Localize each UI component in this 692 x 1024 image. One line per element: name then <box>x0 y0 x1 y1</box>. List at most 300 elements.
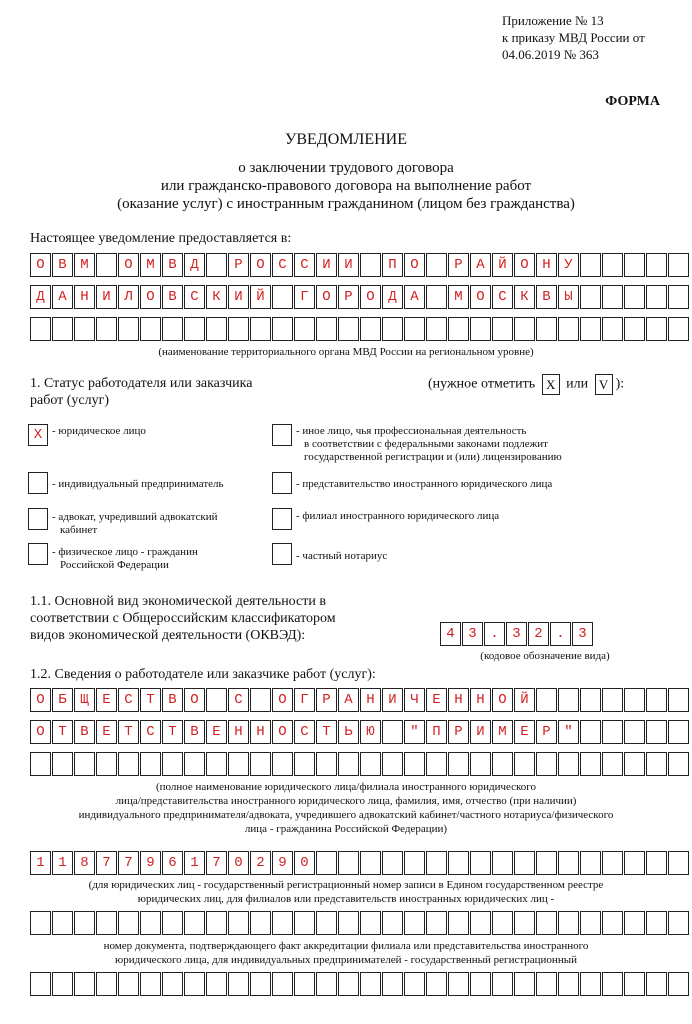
char-cell: . <box>550 622 571 646</box>
char-cell: Е <box>426 688 447 712</box>
char-cell: Р <box>448 720 469 744</box>
char-cell <box>382 317 403 341</box>
char-cell: . <box>484 622 505 646</box>
char-cell <box>360 253 381 277</box>
char-cell <box>668 752 689 776</box>
char-cell <box>30 317 51 341</box>
char-cell <box>624 285 645 309</box>
okved-code-field[interactable] <box>440 622 594 646</box>
char-cell <box>426 253 447 277</box>
char-cell <box>514 317 535 341</box>
char-cell <box>624 911 645 935</box>
char-cell: 9 <box>140 851 161 875</box>
char-cell: С <box>228 688 249 712</box>
char-cell <box>250 688 271 712</box>
char-cell: А <box>470 253 491 277</box>
employer-caption-line-1: (полное наименование юридического лица/филиала иностранного юридического <box>155 781 537 793</box>
char-cell <box>602 851 623 875</box>
option-citizen-label <box>52 546 198 572</box>
option-other-person-label <box>296 425 562 464</box>
char-cell <box>580 972 601 996</box>
char-cell <box>492 911 513 935</box>
char-cell: 1 <box>184 851 205 875</box>
char-cell <box>162 911 183 935</box>
hint-prefix: (нужное отметить <box>428 376 536 392</box>
char-cell <box>316 911 337 935</box>
option-other-person-line-1: - иное лицо, чья профессиональная деятельность <box>296 425 527 437</box>
char-cell: И <box>316 253 337 277</box>
char-cell: О <box>514 253 535 277</box>
char-cell <box>514 911 535 935</box>
char-cell: Е <box>96 688 117 712</box>
char-cell <box>558 911 579 935</box>
char-cell: О <box>492 688 513 712</box>
char-cell: И <box>228 285 249 309</box>
char-cell <box>602 972 623 996</box>
char-cell <box>580 911 601 935</box>
option-lawyer-checkbox[interactable] <box>28 508 48 530</box>
char-cell: В <box>162 688 183 712</box>
char-cell <box>74 911 95 935</box>
char-cell <box>294 972 315 996</box>
recipient-caption: (наименование территориального органа МВД России на региональном уровне) <box>158 346 534 358</box>
hint-or: или <box>566 376 589 392</box>
registration-number-field[interactable] <box>30 851 690 875</box>
char-cell <box>492 752 513 776</box>
char-cell <box>52 752 73 776</box>
appendix-line-2: к приказу МВД России от <box>502 30 645 45</box>
subtitle-line-3: (оказание услуг) с иностранным гражданином (лицом без гражданства) <box>117 196 575 212</box>
char-cell <box>360 317 381 341</box>
char-cell <box>602 317 623 341</box>
char-cell: 6 <box>162 851 183 875</box>
char-cell: Й <box>250 285 271 309</box>
char-cell <box>470 752 491 776</box>
char-cell <box>118 972 139 996</box>
char-cell: И <box>382 688 403 712</box>
char-cell: Т <box>52 720 73 744</box>
char-cell <box>404 851 425 875</box>
char-cell: " <box>558 720 579 744</box>
option-representative-office-label: - представительство иностранного юридического лица <box>296 478 553 490</box>
char-cell: 9 <box>272 851 293 875</box>
char-cell <box>184 752 205 776</box>
char-cell <box>118 752 139 776</box>
char-cell: В <box>162 253 183 277</box>
char-cell <box>646 253 667 277</box>
char-cell: О <box>272 720 293 744</box>
char-cell <box>162 317 183 341</box>
char-cell <box>514 972 535 996</box>
employer-caption-line-4: лица - гражданина Российской Федерации) <box>244 823 448 835</box>
char-cell <box>624 317 645 341</box>
char-cell: Д <box>382 285 403 309</box>
char-cell <box>74 752 95 776</box>
char-cell <box>96 253 117 277</box>
option-legal-entity-label: - юридическое лицо <box>52 425 146 437</box>
char-cell <box>668 851 689 875</box>
char-cell <box>338 972 359 996</box>
char-cell <box>448 752 469 776</box>
char-cell: 8 <box>74 851 95 875</box>
char-cell <box>536 317 557 341</box>
char-cell <box>162 972 183 996</box>
char-cell <box>624 253 645 277</box>
char-cell: В <box>184 720 205 744</box>
option-entrepreneur-label: - индивидуальный предприниматель <box>52 478 224 490</box>
char-cell <box>382 851 403 875</box>
option-branch-checkbox[interactable] <box>272 508 292 530</box>
option-other-person-line-3: государственной регистрации и (или) лицензированию <box>304 451 562 463</box>
employer-caption-line-2: лица/представительства иностранного юридического лица, фамилия, имя, отчество (при наличии) <box>115 795 577 807</box>
char-cell <box>140 317 161 341</box>
char-cell: Е <box>206 720 227 744</box>
document-title: УВЕДОМЛЕНИЕ <box>285 131 407 148</box>
char-cell: И <box>338 253 359 277</box>
char-cell <box>536 851 557 875</box>
char-cell: Н <box>360 688 381 712</box>
char-cell <box>492 972 513 996</box>
char-cell <box>602 752 623 776</box>
char-cell: П <box>426 720 447 744</box>
char-cell: 4 <box>440 622 461 646</box>
char-cell: Д <box>184 253 205 277</box>
char-cell <box>426 911 447 935</box>
char-cell: Ь <box>338 720 359 744</box>
char-cell <box>382 720 403 744</box>
char-cell <box>514 752 535 776</box>
char-cell <box>206 688 227 712</box>
char-cell <box>316 851 337 875</box>
char-cell: Р <box>316 688 337 712</box>
registration-caption-line-1: (для юридических лиц - государственный регистрационный номер записи в Едином государственном реестре <box>88 879 604 891</box>
char-cell <box>646 688 667 712</box>
option-other-person-line-2: в соответствии с федеральными законами подлежит <box>304 438 548 450</box>
char-cell <box>140 752 161 776</box>
char-cell <box>646 752 667 776</box>
char-cell <box>448 317 469 341</box>
char-cell <box>536 972 557 996</box>
employer-name-caption <box>20 780 672 836</box>
char-cell: 0 <box>294 851 315 875</box>
char-cell: О <box>140 285 161 309</box>
char-cell <box>338 911 359 935</box>
char-cell: А <box>52 285 73 309</box>
char-cell: А <box>404 285 425 309</box>
char-cell <box>668 317 689 341</box>
char-cell <box>250 752 271 776</box>
char-cell <box>580 688 601 712</box>
char-cell <box>646 285 667 309</box>
char-cell <box>162 752 183 776</box>
char-cell <box>426 752 447 776</box>
char-cell <box>184 972 205 996</box>
appendix-line-1: Приложение № 13 <box>502 13 604 28</box>
char-cell <box>580 253 601 277</box>
char-cell: Щ <box>74 688 95 712</box>
appendix-note <box>502 12 645 63</box>
char-cell: 2 <box>250 851 271 875</box>
char-cell: 0 <box>228 851 249 875</box>
document-number-row[interactable] <box>30 972 690 996</box>
recipient-row-1[interactable] <box>30 253 690 277</box>
char-cell <box>272 752 293 776</box>
char-cell: Г <box>294 688 315 712</box>
recipient-row-2[interactable] <box>30 285 690 309</box>
char-cell: Н <box>74 285 95 309</box>
char-cell <box>602 285 623 309</box>
char-cell: О <box>404 253 425 277</box>
char-cell <box>250 972 271 996</box>
char-cell: Н <box>536 253 557 277</box>
okved-heading-line-3: видов экономической деятельности (ОКВЭД): <box>30 628 306 643</box>
char-cell: Б <box>52 688 73 712</box>
char-cell: В <box>162 285 183 309</box>
char-cell: Р <box>338 285 359 309</box>
status-heading-line-1: 1. Статус работодателя или заказчика <box>30 376 253 391</box>
char-cell <box>470 851 491 875</box>
char-cell: С <box>140 720 161 744</box>
char-cell: Т <box>162 720 183 744</box>
char-cell <box>228 972 249 996</box>
status-heading-line-2: работ (услуг) <box>30 393 110 408</box>
char-cell: 3 <box>572 622 593 646</box>
char-cell <box>558 688 579 712</box>
char-cell: М <box>492 720 513 744</box>
char-cell: Р <box>228 253 249 277</box>
char-cell <box>382 752 403 776</box>
char-cell <box>470 317 491 341</box>
char-cell <box>272 317 293 341</box>
char-cell: О <box>272 688 293 712</box>
char-cell <box>382 972 403 996</box>
char-cell <box>404 317 425 341</box>
option-legal-entity-checkbox[interactable]: X <box>28 424 48 446</box>
char-cell <box>96 911 117 935</box>
char-cell <box>52 911 73 935</box>
char-cell: Е <box>514 720 535 744</box>
option-lawyer-line-2: кабинет <box>60 524 98 536</box>
char-cell <box>448 851 469 875</box>
char-cell <box>580 317 601 341</box>
char-cell <box>426 851 447 875</box>
char-cell <box>602 688 623 712</box>
subtitle-line-1: о заключении трудового договора <box>238 160 454 176</box>
char-cell: 1 <box>52 851 73 875</box>
char-cell <box>426 285 447 309</box>
status-heading <box>30 375 252 409</box>
employer-name-row-1[interactable] <box>30 688 690 712</box>
char-cell: К <box>514 285 535 309</box>
char-cell <box>360 752 381 776</box>
char-cell <box>536 752 557 776</box>
char-cell <box>624 752 645 776</box>
char-cell: Н <box>470 688 491 712</box>
employer-caption-line-3: индивидуального предпринимателя/адвоката, учредившего адвокатский кабинет/частного нотариуса/физического <box>78 809 614 821</box>
char-cell <box>646 851 667 875</box>
char-cell <box>294 911 315 935</box>
char-cell <box>206 253 227 277</box>
char-cell: О <box>30 688 51 712</box>
char-cell: С <box>294 253 315 277</box>
char-cell <box>228 317 249 341</box>
char-cell <box>624 720 645 744</box>
char-cell <box>624 972 645 996</box>
hint-v-box: V <box>595 374 613 395</box>
char-cell <box>316 752 337 776</box>
char-cell: Н <box>250 720 271 744</box>
char-cell: У <box>558 253 579 277</box>
char-cell <box>250 317 271 341</box>
option-notary-checkbox[interactable] <box>272 543 292 565</box>
char-cell <box>602 720 623 744</box>
char-cell <box>74 317 95 341</box>
char-cell: Н <box>448 688 469 712</box>
char-cell: Р <box>448 253 469 277</box>
char-cell <box>646 317 667 341</box>
char-cell <box>206 911 227 935</box>
char-cell: Л <box>118 285 139 309</box>
char-cell: В <box>536 285 557 309</box>
char-cell: Ю <box>360 720 381 744</box>
employer-name-row-3[interactable] <box>30 752 690 776</box>
char-cell: М <box>140 253 161 277</box>
registration-number-row-2[interactable] <box>30 911 690 935</box>
employer-name-row-2[interactable] <box>30 720 690 744</box>
char-cell <box>668 253 689 277</box>
char-cell <box>206 317 227 341</box>
char-cell <box>470 972 491 996</box>
char-cell <box>96 317 117 341</box>
char-cell: Г <box>294 285 315 309</box>
option-citizen-checkbox[interactable] <box>28 543 48 565</box>
char-cell <box>624 851 645 875</box>
char-cell: А <box>338 688 359 712</box>
char-cell: В <box>74 720 95 744</box>
accreditation-caption-line-1: номер документа, подтверждающего факт аккредитации филиала или представительства иностранного <box>103 940 589 952</box>
char-cell: О <box>250 253 271 277</box>
char-cell: 7 <box>118 851 139 875</box>
char-cell <box>30 911 51 935</box>
char-cell <box>404 972 425 996</box>
char-cell <box>228 752 249 776</box>
char-cell: В <box>52 253 73 277</box>
char-cell <box>338 317 359 341</box>
hint-x-box: X <box>542 374 560 395</box>
char-cell: О <box>30 253 51 277</box>
option-branch-label: - филиал иностранного юридического лица <box>296 510 500 522</box>
char-cell <box>30 752 51 776</box>
char-cell: Р <box>536 720 557 744</box>
char-cell <box>580 720 601 744</box>
char-cell: 3 <box>506 622 527 646</box>
char-cell: Й <box>492 253 513 277</box>
option-other-person-checkbox[interactable] <box>272 424 292 446</box>
char-cell <box>338 752 359 776</box>
option-representative-office-checkbox[interactable] <box>272 472 292 494</box>
option-entrepreneur-checkbox[interactable] <box>28 472 48 494</box>
char-cell: П <box>382 253 403 277</box>
char-cell <box>514 851 535 875</box>
char-cell <box>272 972 293 996</box>
char-cell <box>96 972 117 996</box>
char-cell: К <box>206 285 227 309</box>
recipient-label: Настоящее уведомление предоставляется в: <box>30 231 292 246</box>
okved-caption: (кодовое обозначение вида) <box>480 650 610 662</box>
char-cell: 3 <box>462 622 483 646</box>
char-cell: С <box>272 253 293 277</box>
char-cell <box>668 285 689 309</box>
char-cell <box>602 911 623 935</box>
char-cell: О <box>360 285 381 309</box>
char-cell: С <box>294 720 315 744</box>
char-cell: С <box>184 285 205 309</box>
form-label: ФОРМА <box>605 94 660 109</box>
char-cell <box>294 752 315 776</box>
char-cell <box>272 285 293 309</box>
okved-heading-line-2: соответствии с Общероссийским классификатором <box>30 611 336 626</box>
char-cell: 7 <box>96 851 117 875</box>
char-cell: Т <box>316 720 337 744</box>
char-cell <box>558 317 579 341</box>
recipient-row-3[interactable] <box>30 317 690 341</box>
char-cell: И <box>470 720 491 744</box>
registration-caption <box>20 878 672 906</box>
char-cell <box>52 972 73 996</box>
char-cell: Т <box>140 688 161 712</box>
char-cell <box>448 972 469 996</box>
char-cell: О <box>118 253 139 277</box>
okved-heading <box>30 593 336 644</box>
char-cell <box>52 317 73 341</box>
char-cell <box>206 752 227 776</box>
char-cell <box>140 972 161 996</box>
char-cell <box>360 851 381 875</box>
char-cell <box>646 972 667 996</box>
char-cell <box>228 911 249 935</box>
char-cell <box>624 688 645 712</box>
char-cell <box>206 972 227 996</box>
char-cell: Е <box>96 720 117 744</box>
document-subtitle <box>0 159 692 213</box>
char-cell: 7 <box>206 851 227 875</box>
status-hint <box>428 374 624 395</box>
char-cell <box>360 911 381 935</box>
char-cell: Ч <box>404 688 425 712</box>
char-cell <box>448 911 469 935</box>
option-citizen-line-1: - физическое лицо - гражданин <box>52 546 198 558</box>
option-lawyer-line-1: - адвокат, учредивший адвокатский <box>52 511 218 523</box>
char-cell <box>668 688 689 712</box>
char-cell <box>74 972 95 996</box>
char-cell <box>536 688 557 712</box>
char-cell <box>294 317 315 341</box>
char-cell: О <box>30 720 51 744</box>
char-cell: С <box>118 688 139 712</box>
char-cell <box>30 972 51 996</box>
char-cell <box>558 972 579 996</box>
char-cell: 2 <box>528 622 549 646</box>
employer-heading: 1.2. Сведения о работодателе или заказчике работ (услуг): <box>30 667 376 682</box>
char-cell <box>426 972 447 996</box>
char-cell <box>338 851 359 875</box>
char-cell <box>404 911 425 935</box>
char-cell <box>316 317 337 341</box>
char-cell <box>184 317 205 341</box>
char-cell: Т <box>118 720 139 744</box>
char-cell: Д <box>30 285 51 309</box>
char-cell <box>646 911 667 935</box>
